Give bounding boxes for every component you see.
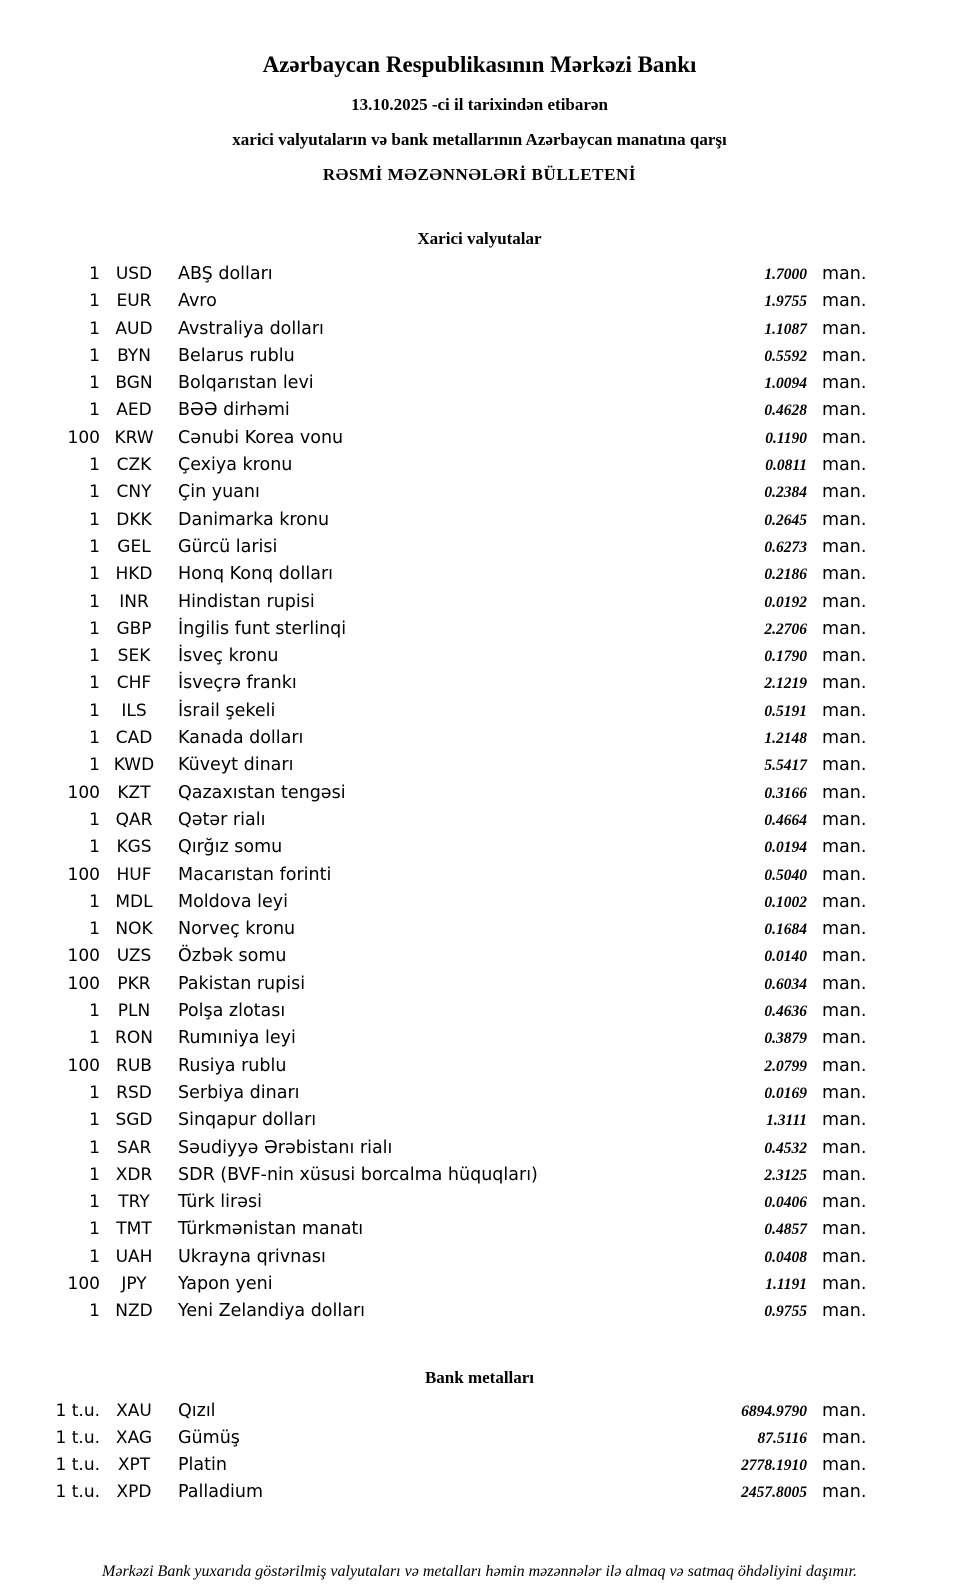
- rate-value: 0.0811: [765, 457, 807, 475]
- currency-code: UZS: [116, 946, 152, 967]
- currency-name: Yapon yeni: [178, 1273, 273, 1294]
- rate-value: 2.0799: [764, 1057, 807, 1075]
- quantity-value: 1 t.u.: [55, 1482, 100, 1503]
- rate-value: 0.4664: [764, 811, 807, 829]
- rate-row: [0, 998, 959, 1025]
- quantity-value: 1: [89, 345, 100, 366]
- quantity-value: 1: [89, 618, 100, 639]
- rate-row: [0, 1398, 959, 1425]
- currency-code: XAG: [115, 1427, 153, 1448]
- unit-label: man.: [822, 1164, 867, 1185]
- quantity-value: 1: [89, 700, 100, 721]
- unit-label: man.: [822, 373, 867, 394]
- currency-table: [0, 261, 959, 1326]
- rate-value: 2.3125: [764, 1166, 807, 1184]
- unit-label: man.: [822, 1055, 867, 1076]
- quantity-value: 100: [67, 427, 100, 448]
- rate-value: 0.4636: [764, 1003, 807, 1021]
- bulletin-title: RƏSMİ MƏZƏNNƏLƏRİ BÜLLETENİ: [322, 165, 637, 184]
- unit-label: man.: [822, 400, 867, 421]
- rate-value: 1.2148: [764, 730, 807, 748]
- currency-name: Norveç kronu: [178, 919, 296, 940]
- rate-value: 0.0408: [764, 1248, 807, 1266]
- unit-label: man.: [822, 755, 867, 776]
- rate-row: [0, 1025, 959, 1052]
- currency-code: KWD: [113, 755, 155, 776]
- unit-label: man.: [822, 1427, 867, 1448]
- rate-value: 1.1087: [764, 320, 807, 338]
- rate-row: [0, 916, 959, 943]
- currency-name: Çexiya kronu: [178, 455, 293, 476]
- currency-code: XDR: [115, 1164, 153, 1185]
- unit-label: man.: [822, 973, 867, 994]
- rate-value: 0.4857: [764, 1221, 807, 1239]
- rate-value: 2457.8005: [741, 1484, 807, 1502]
- rate-value: 0.0406: [764, 1194, 807, 1212]
- currency-name: İsveçrə frankı: [178, 673, 297, 694]
- rate-value: 0.2384: [764, 484, 807, 502]
- currency-code: CZK: [116, 455, 152, 476]
- unit-label: man.: [822, 646, 867, 667]
- currency-code: BYN: [117, 345, 151, 366]
- rate-value: 2.1219: [764, 675, 807, 693]
- rate-value: 0.1790: [764, 648, 807, 666]
- quantity-value: 1: [89, 837, 100, 858]
- currency-code: KZT: [117, 782, 151, 803]
- rate-row: [0, 1135, 959, 1162]
- unit-label: man.: [822, 509, 867, 530]
- quantity-value: 1: [89, 509, 100, 530]
- unit-label: man.: [822, 1455, 867, 1476]
- rate-row: [0, 370, 959, 397]
- unit-label: man.: [822, 1001, 867, 1022]
- unit-label: man.: [822, 1273, 867, 1294]
- currency-name: Gürcü larisi: [178, 536, 278, 557]
- currencies-section-title: Xarici valyutalar: [417, 229, 542, 248]
- rate-value: 1.1191: [765, 1275, 807, 1293]
- quantity-value: 100: [67, 1273, 100, 1294]
- currency-code: SGD: [115, 1110, 153, 1131]
- quantity-value: 1: [89, 646, 100, 667]
- quantity-value: 1: [89, 291, 100, 312]
- currency-code: MDL: [115, 891, 153, 912]
- currency-code: JPY: [121, 1273, 147, 1294]
- currency-name: BƏƏ dirhəmi: [178, 400, 290, 421]
- currency-name: Bolqarıstan levi: [178, 373, 314, 394]
- disclaimer-note: Mərkəzi Bank yuxarıda göstərilmiş valyutaları və metalları həmin məzənnələr ilə almaq və satmaq öhdəliyini daşımır.: [102, 1562, 857, 1580]
- currency-name: Avro: [178, 291, 217, 312]
- rate-value: 0.2645: [764, 511, 807, 529]
- unit-label: man.: [822, 946, 867, 967]
- rate-value: 0.4532: [764, 1139, 807, 1157]
- rate-row: [0, 425, 959, 452]
- quantity-value: 1: [89, 755, 100, 776]
- quantity-value: 1: [89, 373, 100, 394]
- currency-code: CHF: [116, 673, 152, 694]
- currency-name: ABŞ dolları: [178, 264, 273, 284]
- rate-value: 0.1190: [765, 429, 807, 447]
- rate-row: [0, 889, 959, 916]
- currency-name: Polşa zlotası: [178, 1001, 286, 1022]
- quantity-value: 1: [89, 536, 100, 557]
- quantity-value: 1: [89, 1246, 100, 1267]
- quantity-value: 1: [89, 482, 100, 503]
- rate-value: 0.5592: [764, 347, 807, 365]
- unit-label: man.: [822, 591, 867, 612]
- rate-value: 0.2186: [764, 566, 807, 584]
- currency-code: SAR: [116, 1137, 152, 1158]
- unit-label: man.: [822, 919, 867, 940]
- currency-code: RSD: [116, 1082, 152, 1103]
- unit-label: man.: [822, 809, 867, 830]
- currency-code: INR: [119, 591, 149, 612]
- quantity-value: 1: [89, 1110, 100, 1131]
- unit-label: man.: [822, 1082, 867, 1103]
- currency-name: Yeni Zelandiya dolları: [178, 1301, 366, 1322]
- rate-value: 1.9755: [764, 293, 807, 311]
- rate-value: 6894.9790: [741, 1402, 807, 1420]
- currency-code: XAU: [116, 1400, 152, 1421]
- currency-name: Özbək somu: [178, 946, 287, 967]
- unit-label: man.: [822, 1301, 867, 1322]
- unit-label: man.: [822, 1482, 867, 1503]
- rate-row: [0, 288, 959, 315]
- rate-value: 0.1002: [764, 893, 807, 911]
- unit-label: man.: [822, 782, 867, 803]
- currency-name: Moldova leyi: [178, 891, 288, 912]
- currency-name: Çin yuanı: [178, 482, 260, 503]
- rate-value: 5.5417: [764, 757, 807, 775]
- unit-label: man.: [822, 1192, 867, 1213]
- rate-row: [0, 780, 959, 807]
- currency-name: Belarus rublu: [178, 345, 295, 366]
- quantity-value: 1: [89, 400, 100, 421]
- currency-code: HKD: [115, 564, 153, 585]
- page-title: Azərbaycan Respublikasının Mərkəzi Bankı: [262, 52, 697, 77]
- quantity-value: 1: [89, 1164, 100, 1185]
- rate-row: [0, 1452, 959, 1479]
- currency-code: TMT: [116, 1219, 152, 1240]
- rate-row: [0, 343, 959, 370]
- unit-label: man.: [822, 564, 867, 585]
- rate-row: [0, 1479, 959, 1506]
- rate-row: [0, 670, 959, 697]
- rate-row: [0, 1425, 959, 1452]
- currency-code: GBP: [116, 618, 152, 639]
- quantity-value: 1: [89, 728, 100, 749]
- currency-code: RUB: [116, 1055, 152, 1076]
- quantity-value: 100: [67, 946, 100, 967]
- currency-name: Cənubi Korea vonu: [178, 427, 344, 448]
- rate-row: [0, 1189, 959, 1216]
- rate-row: [0, 616, 959, 643]
- quantity-value: 1: [89, 591, 100, 612]
- rate-row: [0, 507, 959, 534]
- rate-row: [0, 561, 959, 588]
- currency-code: SEK: [117, 646, 151, 667]
- rate-row: [0, 1162, 959, 1189]
- currency-name: Qazaxıstan tengəsi: [178, 782, 346, 803]
- rate-row: [0, 261, 959, 288]
- rate-row: [0, 397, 959, 424]
- currency-code: AUD: [115, 318, 153, 339]
- unit-label: man.: [822, 345, 867, 366]
- quantity-value: 1: [89, 1028, 100, 1049]
- currency-name: Səudiyyə Ərəbistanı rialı: [178, 1137, 393, 1158]
- currency-name: Platin: [178, 1455, 227, 1476]
- unit-label: man.: [822, 482, 867, 503]
- quantity-value: 1 t.u.: [55, 1455, 100, 1476]
- rate-row: [0, 1080, 959, 1107]
- rate-value: 2778.1910: [741, 1457, 807, 1475]
- currency-code: XPD: [116, 1482, 152, 1503]
- unit-label: man.: [822, 728, 867, 749]
- unit-label: man.: [822, 1137, 867, 1158]
- quantity-value: 100: [67, 1055, 100, 1076]
- quantity-value: 1: [89, 1219, 100, 1240]
- rate-value: 0.6034: [764, 975, 807, 993]
- quantity-value: 1: [89, 673, 100, 694]
- currency-code: NOK: [115, 919, 153, 940]
- rate-row: [0, 1244, 959, 1271]
- currency-code: KRW: [114, 427, 154, 448]
- metals-table: [0, 1398, 959, 1507]
- unit-label: man.: [822, 837, 867, 858]
- quantity-value: 1: [89, 919, 100, 940]
- currency-code: UAH: [115, 1246, 153, 1267]
- currency-code: AED: [116, 400, 152, 421]
- unit-label: man.: [822, 673, 867, 694]
- quantity-value: 1 t.u.: [55, 1427, 100, 1448]
- rate-row: [0, 1271, 959, 1298]
- quantity-value: 1: [89, 1001, 100, 1022]
- currency-code: PKR: [117, 973, 151, 994]
- currency-name: Rusiya rublu: [178, 1055, 287, 1076]
- currency-code: QAR: [115, 809, 153, 830]
- rate-row: [0, 862, 959, 889]
- currency-code: USD: [115, 264, 153, 284]
- rate-row: [0, 589, 959, 616]
- rate-value: 0.3166: [764, 784, 807, 802]
- rate-row: [0, 1216, 959, 1243]
- unit-label: man.: [822, 536, 867, 557]
- quantity-value: 100: [67, 864, 100, 885]
- rate-row: [0, 834, 959, 861]
- unit-label: man.: [822, 891, 867, 912]
- rate-row: [0, 1053, 959, 1080]
- currency-name: İsveç kronu: [178, 646, 279, 667]
- metals-section-title: Bank metalları: [424, 1367, 535, 1387]
- rate-value: 0.6273: [764, 538, 807, 556]
- unit-label: man.: [822, 291, 867, 312]
- rate-value: 0.0140: [764, 948, 807, 966]
- rate-value: 0.0194: [764, 839, 807, 857]
- currency-name: Küveyt dinarı: [178, 755, 294, 776]
- subtitle-line: xarici valyutaların və bank metallarının Azərbaycan manatına qarşı: [232, 130, 727, 149]
- rate-row: [0, 1298, 959, 1325]
- quantity-value: 1: [89, 1192, 100, 1213]
- quantity-value: 1: [89, 1082, 100, 1103]
- currency-code: HUF: [116, 864, 152, 885]
- rate-row: [0, 1107, 959, 1134]
- currency-code: GEL: [117, 536, 151, 557]
- currency-code: PLN: [117, 1001, 151, 1022]
- rate-row: [0, 725, 959, 752]
- quantity-value: 1: [89, 264, 100, 284]
- rate-value: 1.7000: [764, 266, 807, 283]
- quantity-value: 1: [89, 455, 100, 476]
- rate-row: [0, 698, 959, 725]
- currency-code: EUR: [116, 291, 152, 312]
- currency-name: Qırğız somu: [178, 837, 283, 858]
- rate-row: [0, 534, 959, 561]
- unit-label: man.: [822, 264, 867, 284]
- currency-name: Qətər rialı: [178, 809, 266, 830]
- unit-label: man.: [822, 1400, 867, 1421]
- currency-name: Danimarka kronu: [178, 509, 330, 530]
- currency-name: Gümüş: [178, 1427, 240, 1448]
- rate-row: [0, 943, 959, 970]
- currency-code: RON: [115, 1028, 153, 1049]
- quantity-value: 1: [89, 891, 100, 912]
- currency-name: İngilis funt sterlinqi: [178, 618, 347, 639]
- currency-name: Honq Konq dolları: [178, 564, 334, 585]
- currency-name: Türk lirəsi: [178, 1192, 262, 1213]
- currency-code: KGS: [116, 837, 152, 858]
- currency-code: DKK: [116, 509, 152, 530]
- currency-code: XPT: [117, 1455, 151, 1476]
- rate-value: 2.2706: [764, 620, 807, 638]
- currency-name: Türkmənistan manatı: [178, 1219, 364, 1240]
- quantity-value: 1: [89, 1301, 100, 1322]
- unit-label: man.: [822, 1110, 867, 1131]
- rate-value: 0.3879: [764, 1030, 807, 1048]
- currency-code: ILS: [121, 700, 147, 721]
- currency-name: Rumıniya leyi: [178, 1028, 296, 1049]
- currency-code: CAD: [115, 728, 153, 749]
- rate-value: 1.3111: [766, 1112, 807, 1130]
- rate-value: 0.9755: [764, 1303, 807, 1321]
- rate-value: 0.4628: [764, 402, 807, 420]
- rate-row: [0, 752, 959, 779]
- quantity-value: 1: [89, 318, 100, 339]
- unit-label: man.: [822, 427, 867, 448]
- rate-value: 0.0192: [764, 593, 807, 611]
- currency-name: Avstraliya dolları: [178, 318, 324, 339]
- currency-name: Hindistan rupisi: [178, 591, 315, 612]
- currency-name: Sinqapur dolları: [178, 1110, 317, 1131]
- rate-value: 0.5191: [764, 702, 807, 720]
- unit-label: man.: [822, 864, 867, 885]
- rate-value: 1.0094: [764, 375, 807, 393]
- quantity-value: 100: [67, 973, 100, 994]
- currency-name: Qızıl: [178, 1400, 216, 1421]
- rate-row: [0, 316, 959, 343]
- unit-label: man.: [822, 455, 867, 476]
- quantity-value: 1: [89, 564, 100, 585]
- unit-label: man.: [822, 618, 867, 639]
- currency-code: BGN: [115, 373, 153, 394]
- effective-date-line: 13.10.2025 -ci il tarixindən etibarən: [351, 95, 608, 114]
- rate-row: [0, 807, 959, 834]
- rate-value: 0.0169: [764, 1084, 807, 1102]
- quantity-value: 100: [67, 782, 100, 803]
- rate-value: 0.5040: [764, 866, 807, 884]
- unit-label: man.: [822, 318, 867, 339]
- currency-name: SDR (BVF-nin xüsusi borcalma hüquqları): [178, 1164, 538, 1185]
- currency-name: Ukrayna qrivnası: [178, 1246, 326, 1267]
- unit-label: man.: [822, 700, 867, 721]
- unit-label: man.: [822, 1219, 867, 1240]
- quantity-value: 1: [89, 809, 100, 830]
- rate-row: [0, 479, 959, 506]
- rate-row: [0, 971, 959, 998]
- unit-label: man.: [822, 1028, 867, 1049]
- quantity-value: 1 t.u.: [55, 1400, 100, 1421]
- quantity-value: 1: [89, 1137, 100, 1158]
- rate-value: 0.1684: [764, 921, 807, 939]
- currency-code: NZD: [115, 1301, 153, 1322]
- currency-name: Pakistan rupisi: [178, 973, 306, 994]
- currency-name: İsrail şekeli: [178, 700, 276, 721]
- rate-row: [0, 643, 959, 670]
- currency-code: TRY: [118, 1192, 150, 1213]
- unit-label: man.: [822, 1246, 867, 1267]
- currency-name: Kanada dolları: [178, 728, 304, 749]
- currency-code: CNY: [116, 482, 152, 503]
- rate-row: [0, 452, 959, 479]
- rate-value: 87.5116: [757, 1429, 807, 1447]
- currency-name: Serbiya dinarı: [178, 1082, 300, 1103]
- currency-name: Palladium: [178, 1482, 264, 1503]
- currency-name: Macarıstan forinti: [178, 864, 332, 885]
